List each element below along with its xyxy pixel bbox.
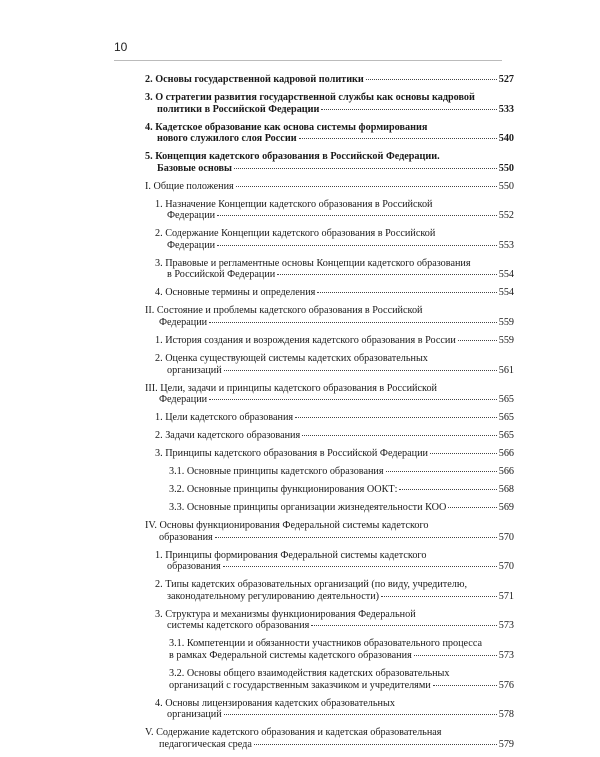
toc-entry-line [155,698,514,710]
toc-entry-text: политики в Российской Федерации [157,103,320,115]
toc-entry [145,609,514,632]
toc-entry-text: в Российской Федерации [167,269,276,281]
toc-leader-dots [414,655,497,656]
toc-entry-line [145,520,514,532]
toc-entry-text: 2. Типы кадетских образовательных организаций (по виду, учредителю, [155,579,468,591]
toc-entry-last-line [155,335,514,347]
toc-page-number: 570 [498,531,514,543]
toc-entry-line [145,92,514,104]
toc-page-number: 576 [498,679,514,691]
toc-entry-text: 3.2. Основы общего взаимодействия кадетских образовательных [169,667,450,679]
toc-entry-text: 3. Правовые и регламентные основы Концепции кадетского образования [155,257,471,269]
toc-entry-last-line [145,532,514,544]
toc-entry-line [155,228,514,240]
toc-leader-dots [224,370,497,371]
toc-leader-dots [366,79,497,80]
toc-leader-dots [217,245,497,246]
toc-entry [145,727,514,750]
table-of-contents [145,74,514,757]
toc-page-number: 533 [498,103,514,115]
toc-entry-text: 3.1. Основные принципы кадетского образования [169,466,384,478]
toc-entry-line [155,579,514,591]
toc-entry-text: 2. Основы государственной кадровой политики [145,74,364,85]
toc-entry [145,550,514,573]
toc-entry [145,199,514,222]
toc-leader-dots [321,109,496,110]
toc-entry-last-line [145,104,514,116]
toc-entry-text: 1. Цели кадетского образования [155,412,294,424]
toc-leader-dots [215,537,497,538]
toc-entry [145,698,514,721]
toc-entry-text: 4. Кадетское образование как основа системы формирования [145,121,428,133]
toc-leader-dots [236,186,497,187]
toc-entry-text: системы кадетского образования [167,620,310,632]
toc-entry-last-line [155,591,514,603]
toc-entry [145,335,514,347]
toc-entry-text: 3. Принципы кадетского образования в Российской Федерации [155,448,429,460]
toc-entry [145,484,514,496]
toc-entry [145,668,514,691]
toc-page-number: 568 [498,484,514,496]
toc-entry [145,92,514,115]
toc-entry [145,579,514,602]
toc-leader-dots [277,274,496,275]
toc-page-number: 571 [498,590,514,602]
toc-page-number: 566 [498,466,514,478]
toc-entry-text: 3.3. Основные принципы организации жизнедеятельности КОО [169,502,447,514]
toc-entry-text: 2. Оценка существующей системы кадетских образовательных [155,352,428,364]
toc-entry-text: организаций с государственным заказчиком и учредителями [169,679,431,691]
toc-entry [145,638,514,661]
toc-entry [145,122,514,145]
toc-page-number: 553 [498,239,514,251]
toc-entry-text: 4. Основы лицензирования кадетских образовательных [155,697,395,709]
toc-entry [145,305,514,328]
toc-leader-dots [295,417,497,418]
toc-page-number: 570 [498,561,514,573]
toc-entry-line [145,305,514,317]
toc-entry-last-line [145,739,514,751]
toc-entry-line [145,383,514,395]
toc-leader-dots [254,744,497,745]
toc-entry-last-line [155,709,514,721]
toc-entry-line [145,727,514,739]
toc-entry-line [169,638,514,650]
toc-entry-text: 3.1. Компетенции и обязанности участников образовательного процесса [169,638,482,650]
toc-entry-text: IV. Основы функционирования Федеральной системы кадетского [145,520,429,532]
toc-entry-text: 2. Содержание Концепции кадетского образования в Российской [155,228,436,240]
toc-leader-dots [209,322,497,323]
toc-entry-line [155,353,514,365]
toc-entry [145,74,514,86]
toc-page-number: 554 [498,269,514,281]
toc-entry [145,258,514,281]
toc-entry [145,383,514,406]
toc-page-number: 559 [498,335,514,346]
toc-entry [145,448,514,460]
toc-entry-text: 1. Принципы формирования Федеральной системы кадетского [155,549,427,561]
toc-entry-last-line [145,394,514,406]
toc-page-number: 579 [498,738,514,750]
toc-entry-line [169,668,514,680]
toc-page-number: 554 [498,287,514,299]
toc-entry-text: II. Состояние и проблемы кадетского образования в Российской [145,305,423,317]
toc-entry-last-line [155,561,514,573]
toc-entry [145,287,514,299]
toc-page-number: 573 [498,620,514,632]
toc-entry-text: Федерации [167,210,216,222]
toc-entry-last-line [155,412,514,424]
toc-entry-last-line [169,484,514,496]
toc-entry [145,466,514,478]
toc-entry-text: III. Цели, задачи и принципы кадетского образования в Российской [145,382,437,394]
toc-entry [145,430,514,442]
toc-page-number: 540 [498,133,514,145]
toc-entry [145,353,514,376]
toc-entry-last-line [145,163,514,175]
toc-page-number: 578 [498,709,514,721]
toc-entry [145,412,514,424]
toc-entry-line [155,609,514,621]
toc-entry [145,151,514,174]
header-rule [114,60,502,61]
toc-leader-dots [234,168,497,169]
toc-leader-dots [399,489,496,490]
toc-entry-last-line [145,133,514,145]
toc-entry-last-line [145,74,514,86]
toc-entry-line [155,258,514,270]
toc-leader-dots [317,292,496,293]
toc-entry-last-line [155,240,514,252]
toc-entry-last-line [155,269,514,281]
toc-page-number: 559 [498,317,514,329]
toc-page-number: 552 [498,210,514,222]
toc-entry-text: педагогическая среда [159,738,252,750]
toc-entry [145,181,514,193]
toc-entry [145,502,514,514]
toc-entry-text: 3. Структура и механизмы функционирования Федеральной [155,608,416,620]
toc-entry-last-line [155,430,514,442]
toc-leader-dots [299,138,497,139]
toc-entry-text: нового служилого слоя России [157,133,297,145]
toc-entry [145,520,514,543]
toc-page-number: 565 [498,430,514,442]
toc-entry-text: в рамках Федеральной системы кадетского образования [169,649,412,661]
toc-entry-last-line [155,448,514,460]
toc-leader-dots [386,471,497,472]
toc-entry-text: 1. Назначение Концепции кадетского образования в Российской [155,198,433,210]
toc-entry [145,228,514,251]
toc-page-number: 573 [498,649,514,661]
toc-entry-text: 1. История создания и возрождения кадетского образования в России [155,335,456,346]
toc-leader-dots [448,507,496,508]
toc-leader-dots [224,714,497,715]
toc-leader-dots [209,399,497,400]
toc-entry-last-line [155,365,514,377]
toc-entry-line [155,199,514,211]
toc-page-number: 566 [498,448,514,460]
toc-leader-dots [311,625,496,626]
toc-entry-text: 4. Основные термины и определения [155,287,316,299]
toc-page-number: 527 [498,74,514,85]
toc-entry-last-line [169,502,514,514]
toc-entry-text: V. Содержание кадетского образования и кадетская образовательная [145,727,442,739]
toc-leader-dots [433,685,497,686]
toc-entry-line [145,151,514,163]
toc-entry-last-line [155,620,514,632]
toc-entry-text: организаций [167,364,222,376]
toc-leader-dots [381,596,497,597]
toc-entry-text: 2. Задачи кадетского образования [155,430,301,442]
toc-entry-last-line [155,210,514,222]
toc-entry-line [155,550,514,562]
toc-entry-text: образования [167,561,221,573]
toc-entry-text: организаций [167,709,222,721]
toc-entry-text: I. Общие положения [145,180,234,192]
toc-entry-last-line [145,317,514,329]
toc-page-number: 565 [498,394,514,406]
toc-page-number: 550 [498,180,514,192]
toc-entry-last-line [145,181,514,193]
toc-page-number: 550 [498,162,514,174]
toc-page-number: 561 [498,364,514,376]
toc-entry-line [145,122,514,134]
page-number: 10 [114,40,128,54]
toc-entry-last-line [155,287,514,299]
toc-entry-text: образования [159,531,213,543]
toc-entry-text: законодательному регулированию деятельности) [167,590,380,602]
toc-entry-text: Базовые основы [157,162,233,174]
toc-entry-text: 5. Концепция кадетского образования в Российской Федерации. [145,151,440,163]
toc-entry-text: 3.2. Основные принципы функционирования ООКТ: [169,484,398,496]
toc-leader-dots [223,566,497,567]
toc-leader-dots [217,215,497,216]
toc-entry-last-line [169,466,514,478]
toc-entry-text: 3. О стратегии развития государственной службы как основы кадровой [145,91,475,103]
toc-entry-last-line [169,680,514,692]
toc-leader-dots [458,340,497,341]
toc-page-number: 569 [498,502,514,514]
toc-page-number: 565 [498,412,514,424]
toc-leader-dots [302,435,497,436]
toc-entry-text: Федерации [159,317,208,329]
toc-entry-text: Федерации [159,394,208,406]
toc-entry-text: Федерации [167,239,216,251]
toc-leader-dots [430,453,497,454]
toc-entry-last-line [169,650,514,662]
